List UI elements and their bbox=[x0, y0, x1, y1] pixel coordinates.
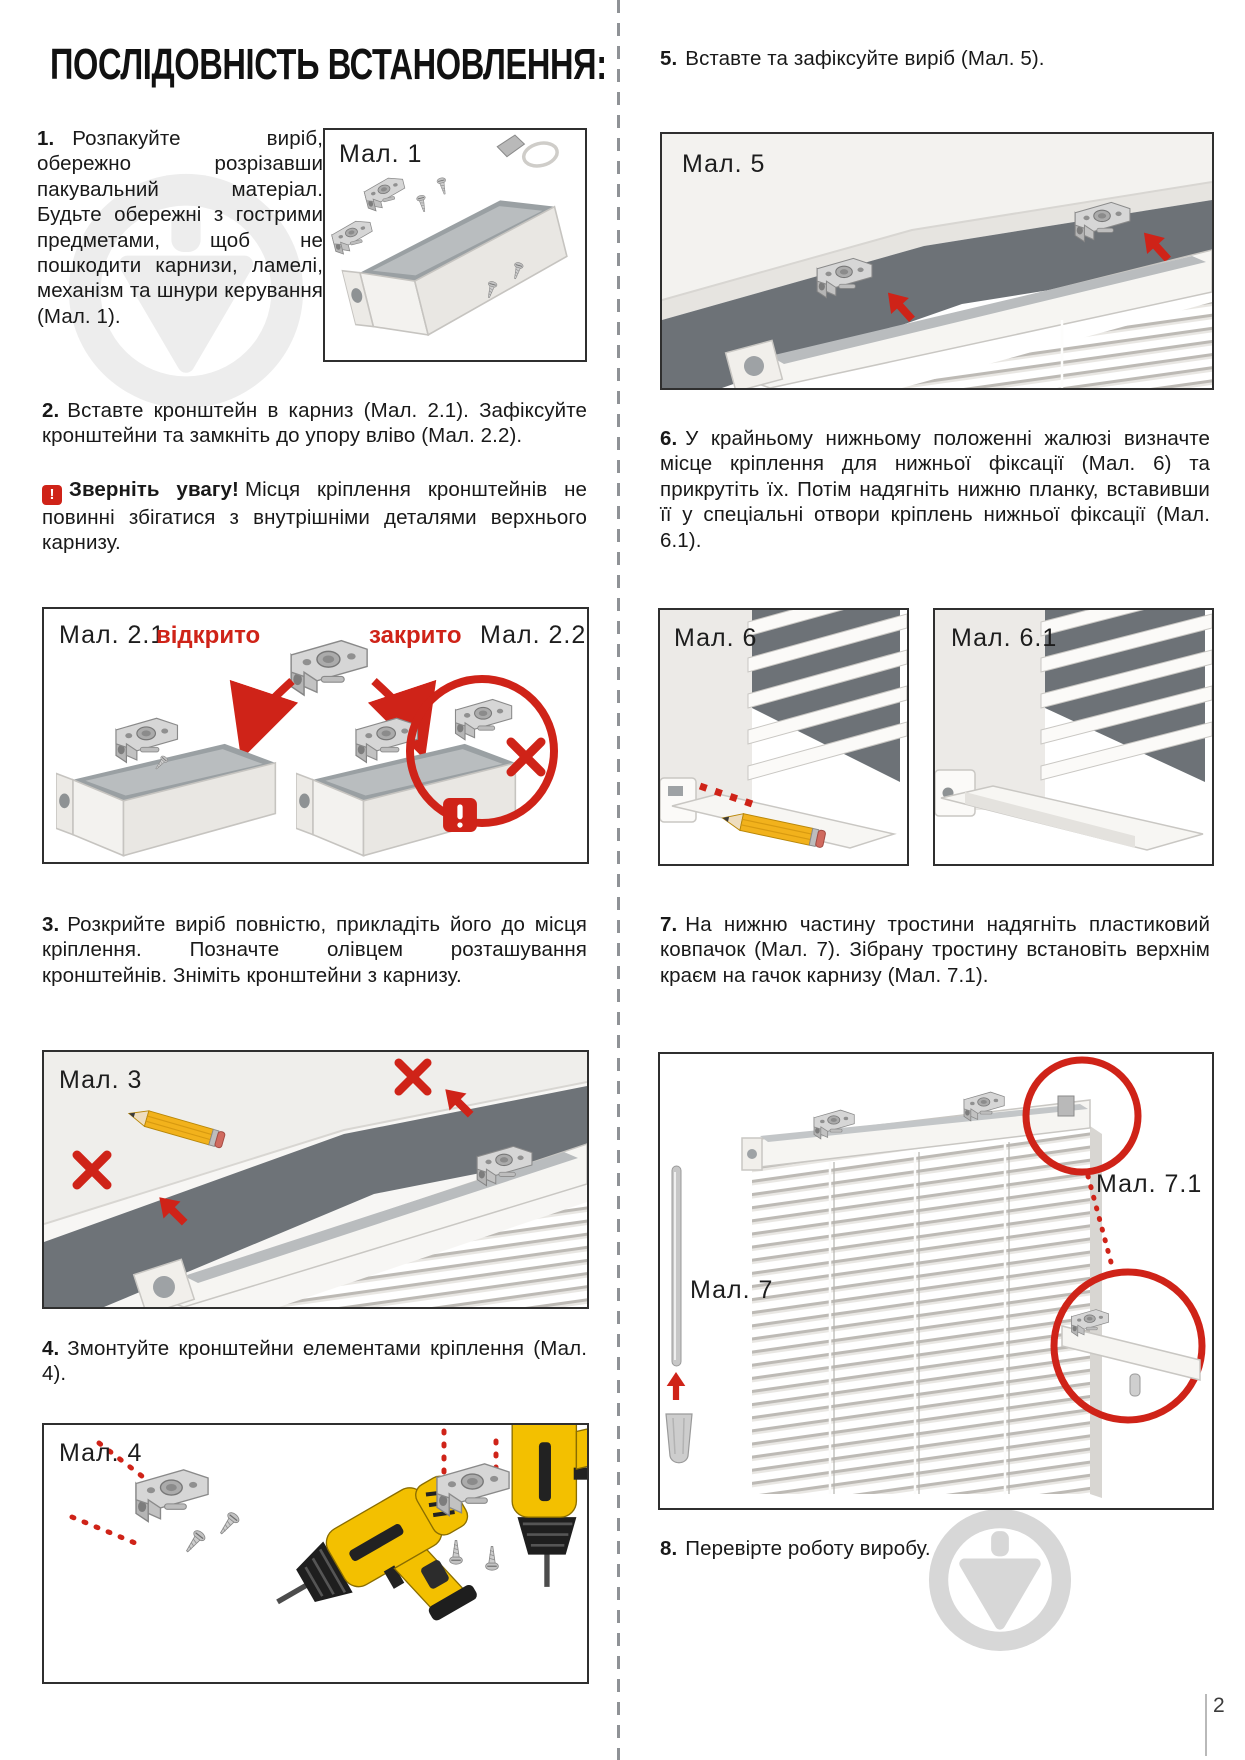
x-mark-icon bbox=[511, 742, 541, 772]
figure-4-box bbox=[42, 1423, 589, 1684]
figure-label: Мал. 4 bbox=[59, 1439, 143, 1467]
figure-label: Мал. 2.1 bbox=[59, 621, 166, 649]
step-2-text: 2. Вставте кронштейн в карниз (Мал. 2.1). Зафіксуйте кронштейни та замкніть до упору вліво (Мал. 2.2). bbox=[42, 399, 587, 448]
wand-rod bbox=[672, 1166, 681, 1366]
bracket-on-cornice bbox=[116, 718, 177, 762]
step-number: 6. bbox=[660, 427, 678, 450]
step-2-warning: ! Зверніть увагу! Місця кріплення кронштейнів не повинні збігатися з внутрішніми деталями верхнього карнизу. bbox=[42, 478, 587, 555]
figure-6-1-box bbox=[933, 608, 1214, 866]
figure-6-box bbox=[658, 608, 909, 866]
slats bbox=[752, 1126, 1090, 1494]
figure-2-box bbox=[42, 607, 589, 864]
closed-state-label: закрито bbox=[369, 622, 462, 649]
step-number: 8. bbox=[660, 1537, 678, 1560]
figure-label: Мал. 1 bbox=[339, 140, 423, 168]
cornice-closed bbox=[296, 744, 515, 856]
cord-loop bbox=[521, 140, 559, 170]
page-number-divider bbox=[1205, 1694, 1207, 1756]
screw-part bbox=[216, 1511, 241, 1538]
bracket-part bbox=[291, 641, 367, 695]
step-number: 1. bbox=[37, 127, 55, 150]
screw-part bbox=[450, 1540, 463, 1564]
figure-3-box bbox=[42, 1050, 589, 1309]
step-number: 3. bbox=[42, 913, 60, 936]
figure-label: Мал. 6 bbox=[674, 624, 758, 652]
bracket-wrong bbox=[456, 699, 512, 739]
warning-icon: ! bbox=[42, 485, 62, 505]
step-number: 4. bbox=[42, 1337, 60, 1360]
step-3-text: 3. Розкрийте виріб повністю, прикладіть його до місця кріплення. Позначте олівцем розташування кронштейнів. Зніміть кронштейни з карнизу. bbox=[42, 913, 587, 987]
figure-7-box bbox=[658, 1052, 1214, 1510]
step-4-text: 4. Змонтуйте кронштейни елементами кріплення (Мал. 4). bbox=[42, 1337, 587, 1386]
figure-label: Мал. 7 bbox=[690, 1276, 774, 1304]
step-8-text: 8. Перевірте роботу виробу. bbox=[660, 1537, 931, 1560]
step-1-text: 1. Розпакуйте виріб, обережно розрізавши пакувальний матеріал. Будьте обережні з гострими предметами, щоб не пошкодити карнизи, ламелі, механізм та шнури керування (Мал. 1). bbox=[37, 127, 323, 328]
exclamation-icon bbox=[443, 798, 477, 832]
screw-part bbox=[486, 1546, 499, 1570]
figure-label: Мал. 2.2 bbox=[480, 621, 587, 649]
screw-part bbox=[182, 1529, 207, 1556]
figure-label: Мал. 5 bbox=[682, 150, 766, 178]
figure-1-box bbox=[323, 128, 587, 362]
page-number: 2 bbox=[1213, 1694, 1225, 1717]
page-title: ПОСЛІДОВНІСТЬ ВСТАНОВЛЕННЯ: bbox=[50, 40, 607, 89]
step-number: 7. bbox=[660, 913, 678, 936]
column-divider bbox=[617, 0, 620, 1760]
curved-arrow-left bbox=[250, 681, 292, 733]
figure-label: Мал. 3 bbox=[59, 1066, 143, 1094]
figure-label: Мал. 7.1 bbox=[1096, 1170, 1203, 1198]
bracket-part bbox=[136, 1470, 208, 1522]
brand-watermark bbox=[926, 1506, 1074, 1654]
cap-part bbox=[496, 133, 527, 158]
figure-5-box bbox=[660, 132, 1214, 390]
open-state-label: відкрито bbox=[156, 622, 261, 649]
wand-cap bbox=[666, 1414, 692, 1463]
bottom-fixation bbox=[660, 778, 696, 822]
hook-part bbox=[1058, 1096, 1074, 1116]
cap-detail bbox=[1130, 1374, 1140, 1396]
step-7-text: 7. На нижню частину тростини надягніть пластиковий ковпачок (Мал. 7). Зібрану тростину встановіть верхнім краєм на гачок карнизу (Мал. 7.1). bbox=[660, 913, 1210, 987]
step-6-text: 6. У крайньому нижньому положенні жалюзі визначте місце кріплення для нижньої фіксації (Мал. 6) та прикрутіть їх. Потім надягніть нижню планку, вставивши її у спеціальні отвори кріплень нижньої фіксації (Мал. 6.1). bbox=[660, 427, 1210, 552]
figure-label: Мал. 6.1 bbox=[951, 624, 1058, 652]
step-number: 5. bbox=[660, 47, 678, 70]
step-number: 2. bbox=[42, 399, 60, 422]
step-5-text: 5. Вставте та зафіксуйте виріб (Мал. 5). bbox=[660, 47, 1045, 70]
drill-tool bbox=[512, 1425, 587, 1595]
bracket-part bbox=[437, 1464, 509, 1516]
